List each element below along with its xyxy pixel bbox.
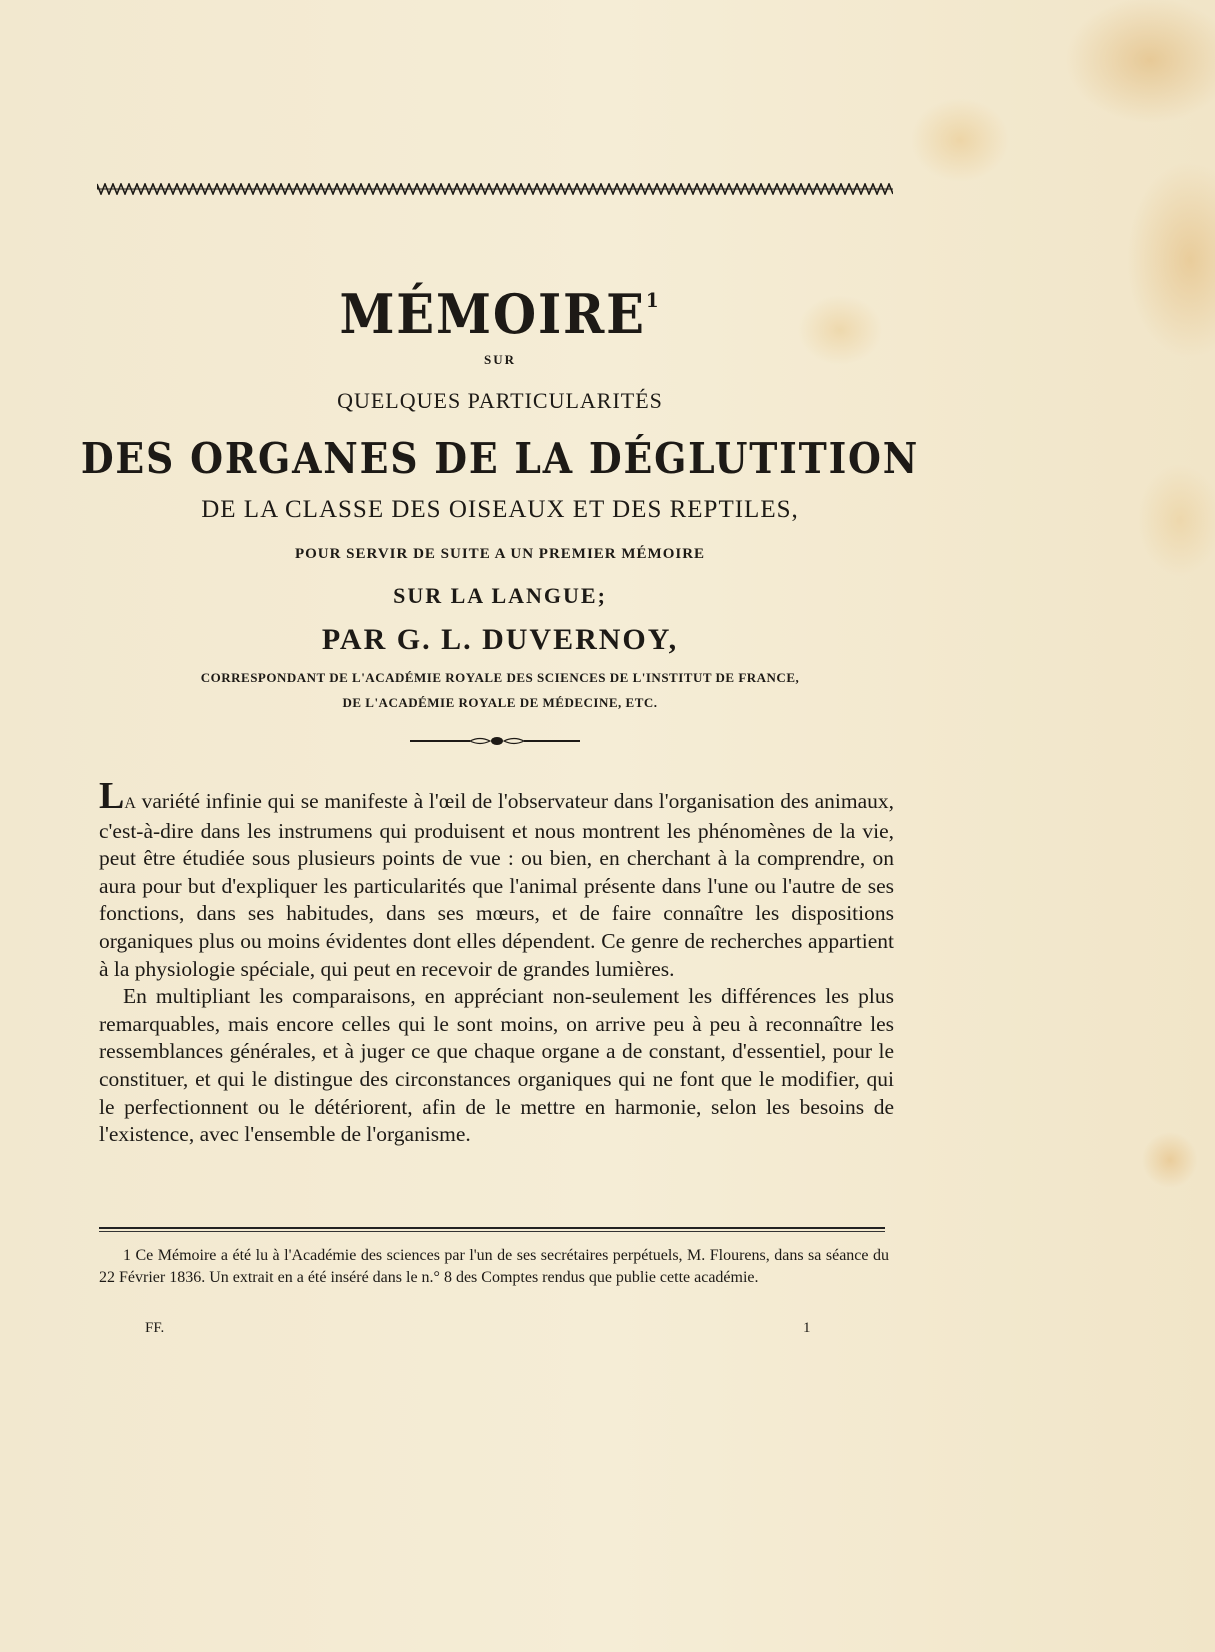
top-ornament-rule — [97, 183, 893, 195]
footnote — [99, 1245, 889, 1289]
subtitle-pour-servir: POUR SERVIR DE SUITE A UN PREMIER MÉMOIRE — [294, 546, 706, 562]
drop-cap: L — [99, 775, 125, 817]
footnote-rule-thick — [99, 1227, 885, 1229]
footnote-text: 1 Ce Mémoire a été lu à l'Académie des sciences par l'un de ses secrétaires perpétuels, M. Flourens, dans sa séance du 22 Février 1836. Un extrait en a été inséré dans le n.° 8 des Comptes rendus que publie cette académie. — [99, 1247, 889, 1286]
divider-ornament — [410, 735, 580, 747]
author-line: PAR G. L. DUVERNOY, — [321, 623, 679, 656]
signature-mark: FF. — [145, 1320, 165, 1336]
body-text — [99, 775, 894, 1149]
page-number: 1 — [803, 1320, 811, 1336]
affiliation-line-1: CORRESPONDANT DE L'ACADÉMIE ROYALE DES SCIENCES DE L'INSTITUT DE FRANCE, — [200, 670, 800, 685]
page-title: MÉMOIRE$^1$ — [339, 282, 661, 346]
drop-cap-smallcap: A — [124, 795, 136, 812]
title-footnote-mark: 1 — [645, 288, 661, 312]
subtitle-langue: SUR LA LANGUE; — [393, 583, 607, 608]
subtitle-quelques: QUELQUES PARTICULARITÉS — [337, 388, 663, 413]
subtitle-classe: DE LA CLASSE DES OISEAUX ET DES REPTILES, — [201, 496, 799, 523]
paragraph-1 — [99, 775, 894, 983]
subtitle-sur: SUR — [483, 352, 516, 367]
paragraph-1-text: variété infinie qui se manifeste à l'œil de l'observateur dans l'organisation des animaux, c'est-à-dire dans les instrumens qui produisent et nous montrent les phénomènes de la vie, peut être étudiée sous plusieurs points de vue : ou bien, en cherchant à la comprendre, on aura pour but d'expliquer les particularités que l'animal présente dans l'une ou l'autre de ses fonctions, dans ses habitudes, dans ses mœurs, et de faire connaître les dispositions organiques plus ou moins évidentes dont elles dépendent. Ce genre de recherches appartient à la physiologie spéciale, qui peut en recevoir de grandes lumières. — [99, 789, 894, 981]
footnote-rule-thin — [99, 1231, 885, 1232]
affiliation-line-2: DE L'ACADÉMIE ROYALE DE MÉDECINE, ETC. — [342, 695, 658, 710]
paragraph-2: En multipliant les comparaisons, en appréciant non-seulement les différences les plus remarquables, mais encore celles qui le sont moins, on arrive peu à peu à reconnaître les ressemblances générales, et à juger ce que chaque organe a de constant, d'essentiel, pour le constituer, et qui le distingue des circonstances organiques qui ne font que le modifier, qui le perfectionnent ou le détériorent, afin de le mettre en harmonie, selon les besoins de l'existence, avec l'ensemble de l'organisme. — [99, 984, 894, 1147]
subtitle-organes: DES ORGANES DE LA DÉGLUTITION — [80, 434, 920, 483]
